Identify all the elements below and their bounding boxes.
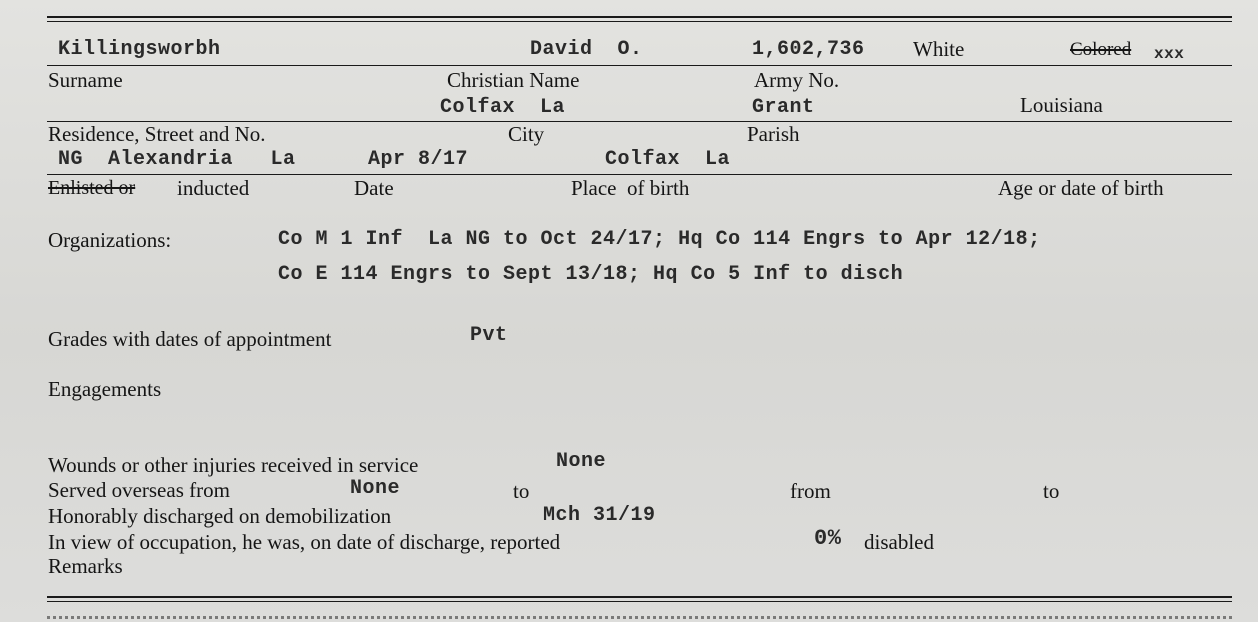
- top-rule-2: [47, 21, 1232, 22]
- christian-name-value: David O.: [530, 38, 643, 61]
- organization-line-1: Co M 1 Inf La NG to Oct 24/17; Hq Co 114 Engrs to Apr 12/18;: [278, 228, 1041, 251]
- wounds-value: None: [556, 450, 607, 473]
- occupation-label: In view of occupation, he was, on date of discharge, reported: [48, 530, 561, 554]
- state-value: Louisiana: [1020, 93, 1103, 117]
- date-label: Date: [354, 176, 394, 200]
- surname-value: Killingsworbh: [58, 38, 221, 61]
- organization-line-2: Co E 114 Engrs to Sept 13/18; Hq Co 5 Inf to disch: [278, 263, 904, 286]
- army-number-label: Army No.: [754, 68, 840, 92]
- overseas-to-label-1: to: [513, 479, 530, 503]
- bottom-rule: [47, 596, 1232, 598]
- row3-underline: [47, 174, 1232, 175]
- parish-label: Parish: [747, 122, 800, 146]
- row1-underline: [47, 65, 1232, 66]
- organizations-label: Organizations:: [48, 228, 172, 252]
- bottom-rule-2: [47, 601, 1232, 602]
- enlisted-date-value: Apr 8/17: [368, 148, 469, 171]
- parish-value: Grant: [752, 96, 815, 119]
- age-label: Age or date of birth: [998, 176, 1164, 200]
- white-label: White: [913, 37, 965, 61]
- discharge-label: Honorably discharged on demobilization: [48, 504, 392, 528]
- wounds-label: Wounds or other injuries received in service: [48, 453, 419, 477]
- overseas-from-value: None: [350, 477, 401, 500]
- city-value: Colfax La: [440, 96, 566, 119]
- engagements-label: Engagements: [48, 377, 162, 401]
- surname-label: Surname: [48, 68, 123, 92]
- place-of-birth-label: Place of birth: [571, 176, 690, 200]
- inducted-label: inducted: [177, 176, 250, 200]
- grade-value: Pvt: [470, 324, 508, 347]
- disabled-label: disabled: [864, 530, 934, 554]
- colored-label-struck: Colored: [1070, 39, 1132, 60]
- colored-strike-mark: xxx: [1154, 45, 1185, 63]
- disability-value: 0%: [814, 526, 842, 551]
- top-rule: [47, 16, 1232, 18]
- city-label: City: [508, 122, 545, 146]
- birthplace-value: Colfax La: [605, 148, 731, 171]
- enlisted-label-struck: Enlisted or: [48, 177, 136, 199]
- grades-label: Grades with dates of appointment: [48, 327, 332, 351]
- discharge-date-value: Mch 31/19: [543, 504, 656, 527]
- overseas-to-label-2: to: [1043, 479, 1060, 503]
- remarks-label: Remarks: [48, 554, 123, 578]
- christian-name-label: Christian Name: [447, 68, 580, 92]
- next-card-edge: [47, 612, 1232, 622]
- residence-label: Residence, Street and No.: [48, 122, 266, 146]
- army-number-value: 1,602,736: [752, 38, 865, 61]
- overseas-label: Served overseas from: [48, 478, 230, 502]
- enlisted-place-value: NG Alexandria La: [58, 148, 296, 171]
- overseas-from-label-2: from: [790, 479, 831, 503]
